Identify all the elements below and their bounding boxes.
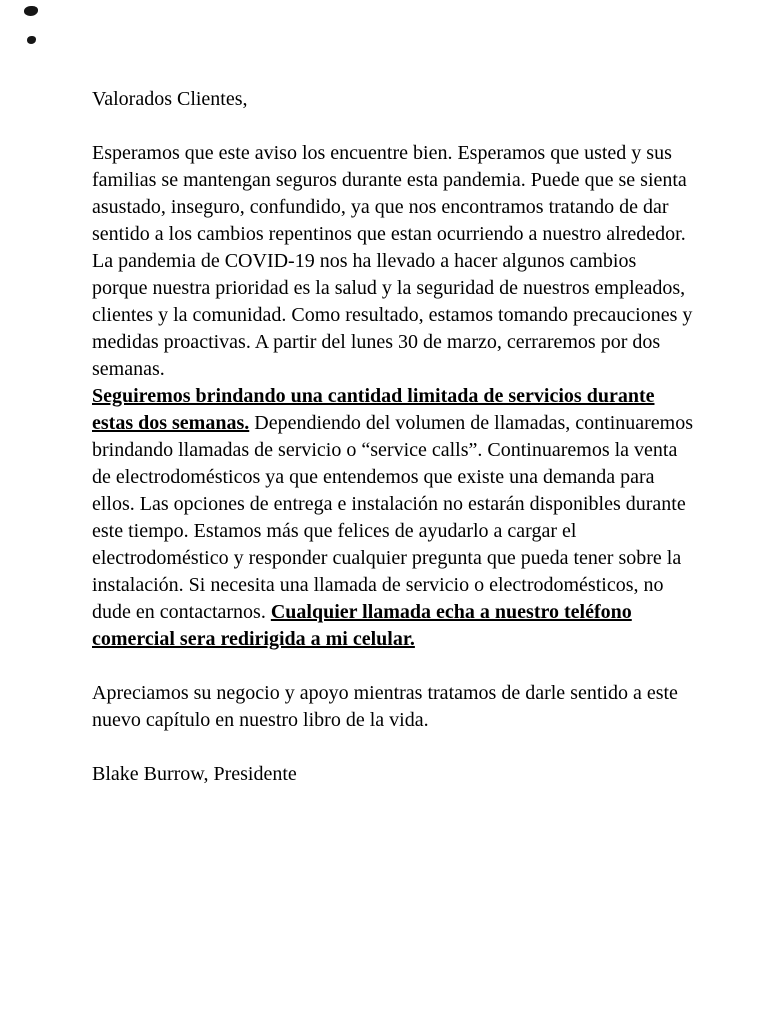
closing-paragraph: Apreciamos su negocio y apoyo mientras tratamos de darle sentido a este nuevo capítulo en nuestro libro de la vida. <box>92 682 678 731</box>
body-text-run-3: Dependiendo del volumen de llamadas, continuaremos brindando llamadas de servicio o “service calls”. Continuaremos la venta de electrodomésticos ya que entendemos que existe una demanda para ellos. Las opciones de entrega e instalación no estarán disponibles durante este tiempo. Estamos más que felices de ayudarlo a cargar el electrodoméstico y responder cualquier pregunta que pueda tener sobre la instalación. Si necesita una llamada de servicio o electrodomésticos, no dude en contactarnos. <box>92 412 694 623</box>
body-text-run-4-emphasis: Cualquier llamada echa a nuestro teléfono comercial sera redirigida a mi celular. <box>92 601 632 650</box>
body-text-run-1: Esperamos que este aviso los encuentre bien. Esperamos que usted y sus familias se mantengan seguros durante esta pandemia. Puede que se sienta asustado, inseguro, confundido, ya que nos encontramos tratando de dar sentido a los cambios repentinos que estan ocurriendo a nuestro alrededor. La pandemia de COVID-19 nos ha llevado a hacer algunos cambios porque nuestra prioridad es la salud y la seguridad de nuestros empleados, clientes y la comunidad. Como resultado, estamos tomando precauciones y medidas proactivas. A partir del lunes 30 de marzo, cerraremos por dos semanas. <box>92 142 693 380</box>
salutation: Valorados Clientes, <box>92 88 248 110</box>
signature: Blake Burrow, Presidente <box>92 763 297 785</box>
body-paragraph <box>92 140 694 653</box>
body-text-run-2-emphasis: Seguiremos brindando una cantidad limitada de servicios durante estas dos semanas. <box>92 385 655 434</box>
